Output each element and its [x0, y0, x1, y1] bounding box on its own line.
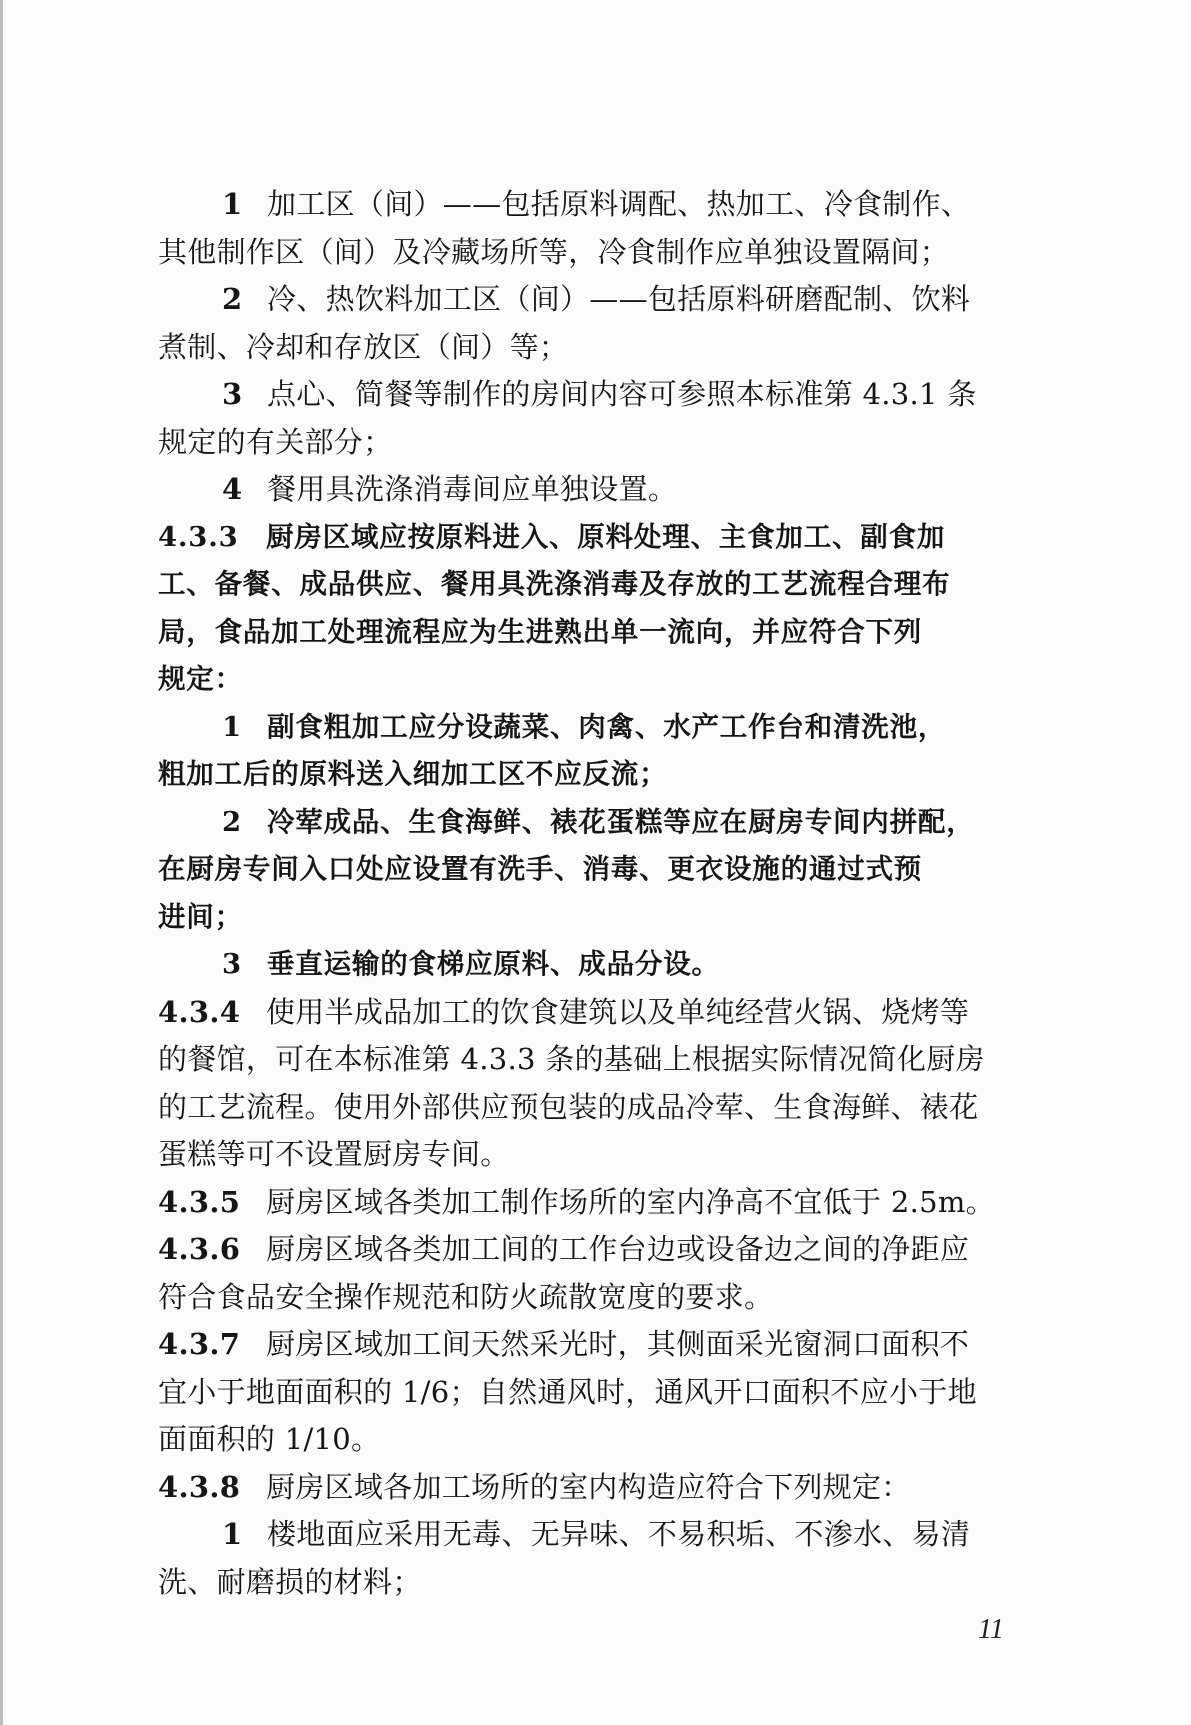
list-item-start — [158, 466, 1042, 514]
line-text: 冷、热饮料加工区（间）——包括原料研磨配制、饮料 — [267, 282, 971, 316]
line-text: 厨房区域各类加工间的工作台边或设备边之间的净距应 — [266, 1232, 970, 1266]
line-text: 厨房区域各加工场所的室内构造应符合下列规定： — [266, 1469, 911, 1504]
item-number: 1 — [222, 710, 242, 743]
list-item-start — [158, 704, 1042, 752]
item-number: 1 — [222, 1517, 243, 1551]
item-number: 3 — [222, 948, 242, 980]
clause-number: 4.3.8 — [158, 1469, 241, 1504]
clause-number: 4.3.5 — [158, 1184, 241, 1219]
text-line — [158, 229, 1042, 277]
line-text: 规定： — [158, 663, 243, 695]
clause-start — [158, 989, 1042, 1037]
text-line — [158, 1369, 1042, 1417]
line-text: 粗加工后的原料送入细加工区不应反流； — [158, 758, 668, 790]
line-text: 副食粗加工应分设蔬菜、肉禽、水产工作台和清洗池， — [267, 710, 947, 743]
list-item-start — [158, 941, 1042, 989]
line-text: 煮制、冷却和存放区（间）等； — [158, 329, 569, 364]
clause-start — [158, 1226, 1042, 1274]
line-text: 厨房区域应按原料进入、原料处理、主食加工、副食加 — [266, 520, 946, 553]
line-text: 宜小于地面面积的 1/6；自然通风时，通风开口面积不应小于地 — [158, 1374, 977, 1409]
text-line — [158, 1559, 1042, 1607]
line-text: 局，食品加工处理流程应为生进熟出单一流向，并应符合下列 — [158, 615, 923, 648]
line-text: 餐用具洗涤消毒间应单独设置。 — [267, 472, 678, 506]
line-text: 的工艺流程。使用外部供应预包装的成品冷荤、生食海鲜、裱花 — [158, 1089, 979, 1124]
line-text: 厨房区域各类加工制作场所的室内净高不宜低于 2.5m。 — [266, 1184, 995, 1219]
line-text: 厨房区域加工间天然采光时，其侧面采光窗洞口面积不 — [266, 1327, 970, 1361]
line-text: 点心、简餐等制作的房间内容可参照本标准第 4.3.1 条 — [267, 377, 977, 411]
text-line — [158, 846, 1042, 894]
clause-start — [158, 1464, 1042, 1512]
line-text: 洗、耐磨损的材料； — [158, 1564, 422, 1599]
text-line — [158, 1131, 1042, 1179]
text-line — [158, 1274, 1042, 1322]
list-item-start — [158, 799, 1042, 847]
list-item-start — [158, 1511, 1042, 1559]
list-item-start — [158, 371, 1042, 419]
list-item-start — [158, 276, 1042, 324]
text-line — [158, 609, 1042, 657]
line-text: 使用半成品加工的饮食建筑以及单纯经营火锅、烧烤等 — [266, 994, 970, 1029]
clause-number: 4.3.3 — [158, 520, 239, 553]
line-text: 工、备餐、成品供应、餐用具洗涤消毒及存放的工艺流程合理布 — [158, 568, 951, 600]
line-text: 符合食品安全操作规范和防火疏散宽度的要求。 — [158, 1279, 774, 1314]
line-text: 楼地面应采用无毒、无异味、不易积垢、不渗水、易清 — [267, 1517, 971, 1551]
text-line — [158, 1084, 1042, 1132]
list-item-start — [158, 181, 1042, 229]
text-line — [158, 1036, 1042, 1084]
line-text: 面面积的 1/10。 — [158, 1422, 381, 1456]
page-edge — [0, 0, 3, 1725]
text-line — [158, 419, 1042, 467]
clause-start — [158, 514, 1042, 562]
item-number: 4 — [222, 472, 243, 506]
item-number: 3 — [222, 377, 243, 411]
page-number: 11 — [978, 1614, 1004, 1645]
line-text: 其他制作区（间）及冷藏场所等，冷食制作应单独设置隔间； — [158, 234, 950, 269]
clause-number: 4.3.4 — [158, 994, 241, 1029]
clause-number: 4.3.7 — [158, 1327, 241, 1361]
text-line — [158, 656, 1042, 704]
line-text: 在厨房专间入口处应设置有洗手、消毒、更衣设施的通过式预 — [158, 853, 923, 885]
line-text: 蛋糕等可不设置厨房专间。 — [158, 1137, 510, 1171]
line-text: 冷荤成品、生食海鲜、裱花蛋糕等应在厨房专间内拼配， — [267, 805, 975, 838]
line-text: 的餐馆，可在本标准第 4.3.3 条的基础上根据实际情况简化厨房 — [158, 1042, 985, 1076]
line-text: 规定的有关部分； — [158, 424, 393, 459]
document-body — [158, 181, 1042, 1606]
item-number: 2 — [222, 282, 243, 316]
text-line — [158, 324, 1042, 372]
clause-number: 4.3.6 — [158, 1232, 241, 1266]
line-text: 垂直运输的食梯应原料、成品分设。 — [267, 948, 720, 980]
text-line — [158, 894, 1042, 942]
text-line — [158, 751, 1042, 799]
line-text: 加工区（间）——包括原料调配、热加工、冷食制作、 — [267, 187, 971, 221]
text-line — [158, 1416, 1042, 1464]
text-line — [158, 561, 1042, 609]
item-number: 2 — [222, 805, 242, 838]
clause-start — [158, 1179, 1042, 1227]
line-text: 进间； — [158, 900, 243, 933]
clause-start — [158, 1321, 1042, 1369]
item-number: 1 — [222, 187, 243, 221]
